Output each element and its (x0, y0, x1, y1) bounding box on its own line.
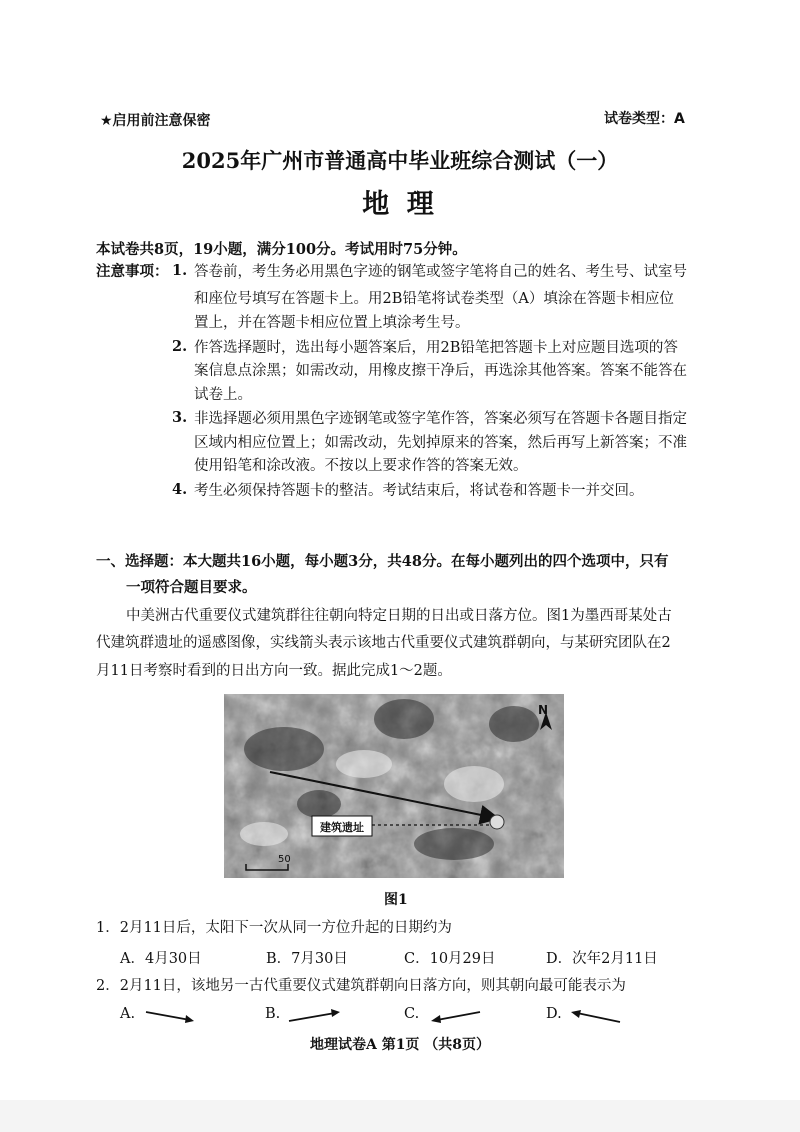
q2-option-c[interactable] (404, 1006, 419, 1022)
site-label: 建筑遗址 (320, 821, 364, 834)
passage-line-3: 月11日考察时看到的日出方向一致。据此完成1～2题。 (96, 663, 452, 679)
notice-label: 注意事项： (96, 263, 169, 280)
option-letter: D. (546, 1006, 562, 1022)
notice-number: 3. (172, 409, 188, 426)
figure-caption: 图1 (384, 892, 408, 908)
notice-line: 试卷上。 (194, 387, 252, 403)
q1-option-b[interactable]: B．7月30日 (266, 951, 348, 967)
arrow-west-north-icon (568, 1008, 624, 1026)
subject-title: 地 理 (362, 189, 438, 220)
q2-option-d[interactable] (546, 1006, 562, 1022)
exam-intro: 本试卷共8页，19小题，满分100分。考试用时75分钟。 (96, 241, 467, 258)
notice-line: 置上，并在答题卡相应位置上填涂考生号。 (194, 315, 470, 331)
q2-option-a[interactable] (120, 1006, 135, 1022)
passage-line-2: 代建筑群遗址的遥感图像，实线箭头表示该地古代重要仪式建筑群朝向，与某研究团队在2 (96, 635, 671, 651)
notice-line: 使用铅笔和涂改液。不按以上要求作答的答案无效。 (194, 458, 528, 474)
arrow-east-south-icon (144, 1008, 200, 1024)
notice-line: 区域内相应位置上；如需改动，先划掉原来的答案，然后再写上新答案；不准 (194, 435, 687, 451)
option-letter: C. (404, 1006, 420, 1022)
section-heading-line2: 一项符合题目要求。 (126, 579, 257, 596)
option-letter: A. (120, 1006, 136, 1022)
notice-line: 非选择题必须用黑色字迹钢笔或签字笔作答，答案必须写在答题卡各题目指定 (194, 411, 687, 427)
section-heading-line1: 一、选择题：本大题共16小题，每小题3分，共48分。在每小题列出的四个选项中，只有 (96, 553, 669, 570)
notice-line: 案信息点涂黑；如需改动，用橡皮擦干净后，再选涂其他答案。答案不能答在 (194, 363, 687, 379)
notice-number: 1. (172, 262, 188, 279)
notice-line: 考生必须保持答题卡的整洁。考试结束后，将试卷和答题卡一并交回。 (194, 483, 644, 499)
question-1-stem: 1．2月11日后，太阳下一次从同一方位升起的日期约为 (96, 920, 452, 936)
arrow-west-south-icon (428, 1008, 484, 1024)
scan-margin (0, 1100, 800, 1132)
q2-option-b[interactable] (265, 1006, 280, 1022)
paper-type: 试卷类型：A (604, 111, 685, 127)
passage-line-1: 中美洲古代重要仪式建筑群往往朝向特定日期的日出或日落方位。图1为墨西哥某处古 (126, 608, 672, 624)
option-letter: B. (265, 1006, 281, 1022)
site-marker (490, 815, 504, 829)
remote-sensing-image (224, 694, 564, 878)
exam-title: 2025年广州市普通高中毕业班综合测试（一） (181, 148, 619, 173)
notice-line: 和座位号填写在答题卡上。用2B铅笔将试卷类型（A）填涂在答题卡相应位 (194, 291, 674, 307)
question-2-stem: 2．2月11日，该地另一古代重要仪式建筑群朝向日落方向，则其朝向最可能表示为 (96, 978, 626, 994)
confidential-note: ★启用前注意保密 (100, 113, 211, 129)
q1-option-a[interactable]: A．4月30日 (120, 951, 202, 967)
notice-line: 作答选择题时，选出每小题答案后，用2B铅笔把答题卡上对应题目选项的答 (194, 340, 678, 356)
notice-number: 4. (172, 481, 188, 498)
scale-label: 50 (278, 854, 291, 865)
north-label: N (538, 703, 549, 717)
q1-option-d[interactable]: D．次年2月11日 (546, 951, 658, 967)
notice-number: 2. (172, 338, 188, 355)
notice-line: 答卷前，考生务必用黑色字迹的钢笔或签字笔将自己的姓名、考生号、试室号 (194, 264, 687, 280)
q1-option-c[interactable]: C．10月29日 (404, 951, 496, 967)
arrow-east-north-icon (287, 1008, 347, 1024)
page-footer: 地理试卷A 第1页 （共8页） (309, 1037, 491, 1053)
